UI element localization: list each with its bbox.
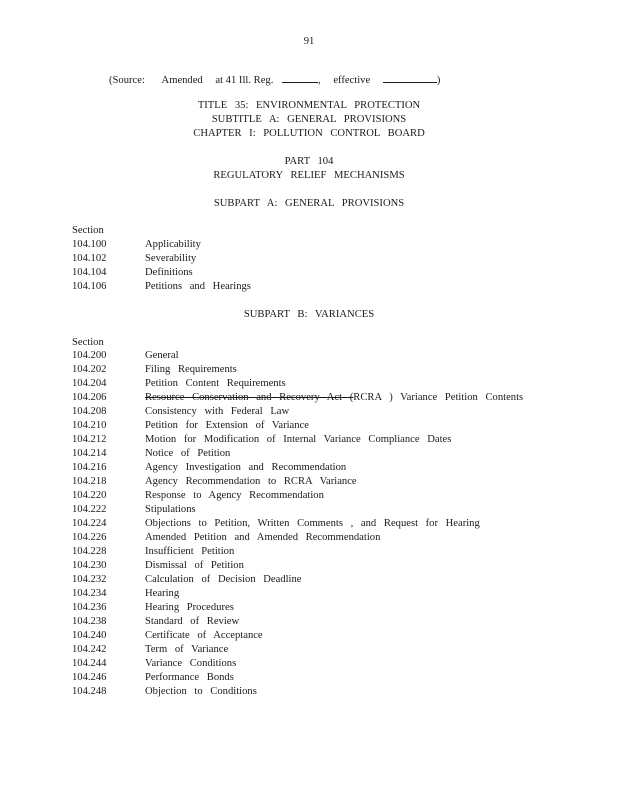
section-number: 104.210 (72, 420, 107, 431)
section-number: 104.236 (72, 602, 107, 613)
section-number: 104.216 (72, 462, 107, 473)
effective-blank (383, 73, 437, 83)
section-title: Response to Agency Recommendation (145, 490, 324, 501)
section-title: Objections to Petition, Written Comments , and Request for Hearing (145, 518, 480, 529)
section-title: Filing Requirements (145, 364, 237, 375)
section-number: 104.228 (72, 546, 107, 557)
part-name-heading: REGULATORY RELIEF MECHANISMS (213, 170, 405, 181)
struck-text: Resource Conservation and Recovery Act ( (145, 392, 354, 403)
subtitle-heading: SUBTITLE A: GENERAL PROVISIONS (211, 114, 407, 125)
page-number: 91 (303, 36, 315, 47)
section-number: 104.244 (72, 658, 107, 669)
section-title-remainder: RCRA ) Variance Petition Contents (353, 392, 524, 403)
subpart-b-title: SUBPART B: VARIANCES (243, 309, 375, 320)
subpart-a-title: SUBPART A: GENERAL PROVISIONS (213, 198, 405, 209)
section-title: General (145, 350, 179, 361)
section-title: Certificate of Acceptance (145, 630, 263, 641)
source-prefix: (Source: (109, 75, 145, 86)
section-title: Severability (145, 253, 197, 264)
section-number: 104.204 (72, 378, 107, 389)
section-number: 104.218 (72, 476, 107, 487)
section-title: Performance Bonds (145, 672, 234, 683)
section-number: 104.214 (72, 448, 107, 459)
section-number: 104.220 (72, 490, 107, 501)
section-number: 104.200 (72, 350, 107, 361)
section-title: Standard of Review (145, 616, 240, 627)
section-title (145, 392, 523, 403)
section-title: Definitions (145, 267, 193, 278)
section-number: 104.208 (72, 406, 107, 417)
section-title: Term of Variance (145, 644, 229, 655)
section-title: Variance Conditions (145, 658, 237, 669)
source-comma: , (318, 75, 321, 86)
section-number: 104.240 (72, 630, 107, 641)
section-title: Motion for Modification of Internal Variance Compliance Dates (145, 434, 452, 445)
section-title: Petition for Extension of Variance (145, 420, 309, 431)
section-number: 104.246 (72, 672, 107, 683)
section-title: Amended Petition and Amended Recommendation (145, 532, 381, 543)
section-title: Agency Investigation and Recommendation (145, 462, 347, 473)
section-number: 104.106 (72, 281, 107, 292)
section-number: 104.226 (72, 532, 107, 543)
section-title: Applicability (145, 239, 201, 250)
section-number: 104.234 (72, 588, 107, 599)
section-title: Calculation of Decision Deadline (145, 574, 302, 585)
section-number: 104.104 (72, 267, 107, 278)
section-title: Petition Content Requirements (145, 378, 286, 389)
section-number: 104.206 (72, 392, 107, 403)
section-title: Dismissal of Petition (145, 560, 244, 571)
section-number: 104.222 (72, 504, 107, 515)
section-number: 104.248 (72, 686, 107, 697)
section-title: Notice of Petition (145, 448, 231, 459)
part-heading: PART 104 (284, 156, 334, 167)
section-title: Stipulations (145, 504, 196, 515)
section-number: 104.224 (72, 518, 107, 529)
source-effective: effective (333, 75, 371, 86)
reg-blank (282, 73, 318, 83)
source-amended: Amended (161, 75, 203, 86)
section-title: Hearing Procedures (145, 602, 234, 613)
section-title: Insufficient Petition (145, 546, 235, 557)
section-number: 104.100 (72, 239, 107, 250)
section-title: Petitions and Hearings (145, 281, 251, 292)
section-title: Agency Recommendation to RCRA Variance (145, 476, 357, 487)
section-number: 104.212 (72, 434, 107, 445)
section-number: 104.102 (72, 253, 107, 264)
section-number: 104.238 (72, 616, 107, 627)
subpart-a-section-label: Section (72, 225, 104, 236)
section-title: Objection to Conditions (145, 686, 257, 697)
section-number: 104.202 (72, 364, 107, 375)
source-note (109, 73, 440, 86)
source-close: ) (436, 75, 441, 86)
section-title: Hearing (145, 588, 180, 599)
section-title: Consistency with Federal Law (145, 406, 290, 417)
chapter-heading: CHAPTER I: POLLUTION CONTROL BOARD (193, 128, 425, 139)
title-heading: TITLE 35: ENVIRONMENTAL PROTECTION (197, 100, 421, 111)
subpart-b-section-label: Section (72, 337, 104, 348)
section-number: 104.242 (72, 644, 107, 655)
source-reg: at 41 Ill. Reg. (215, 75, 274, 86)
section-number: 104.230 (72, 560, 107, 571)
section-number: 104.232 (72, 574, 107, 585)
